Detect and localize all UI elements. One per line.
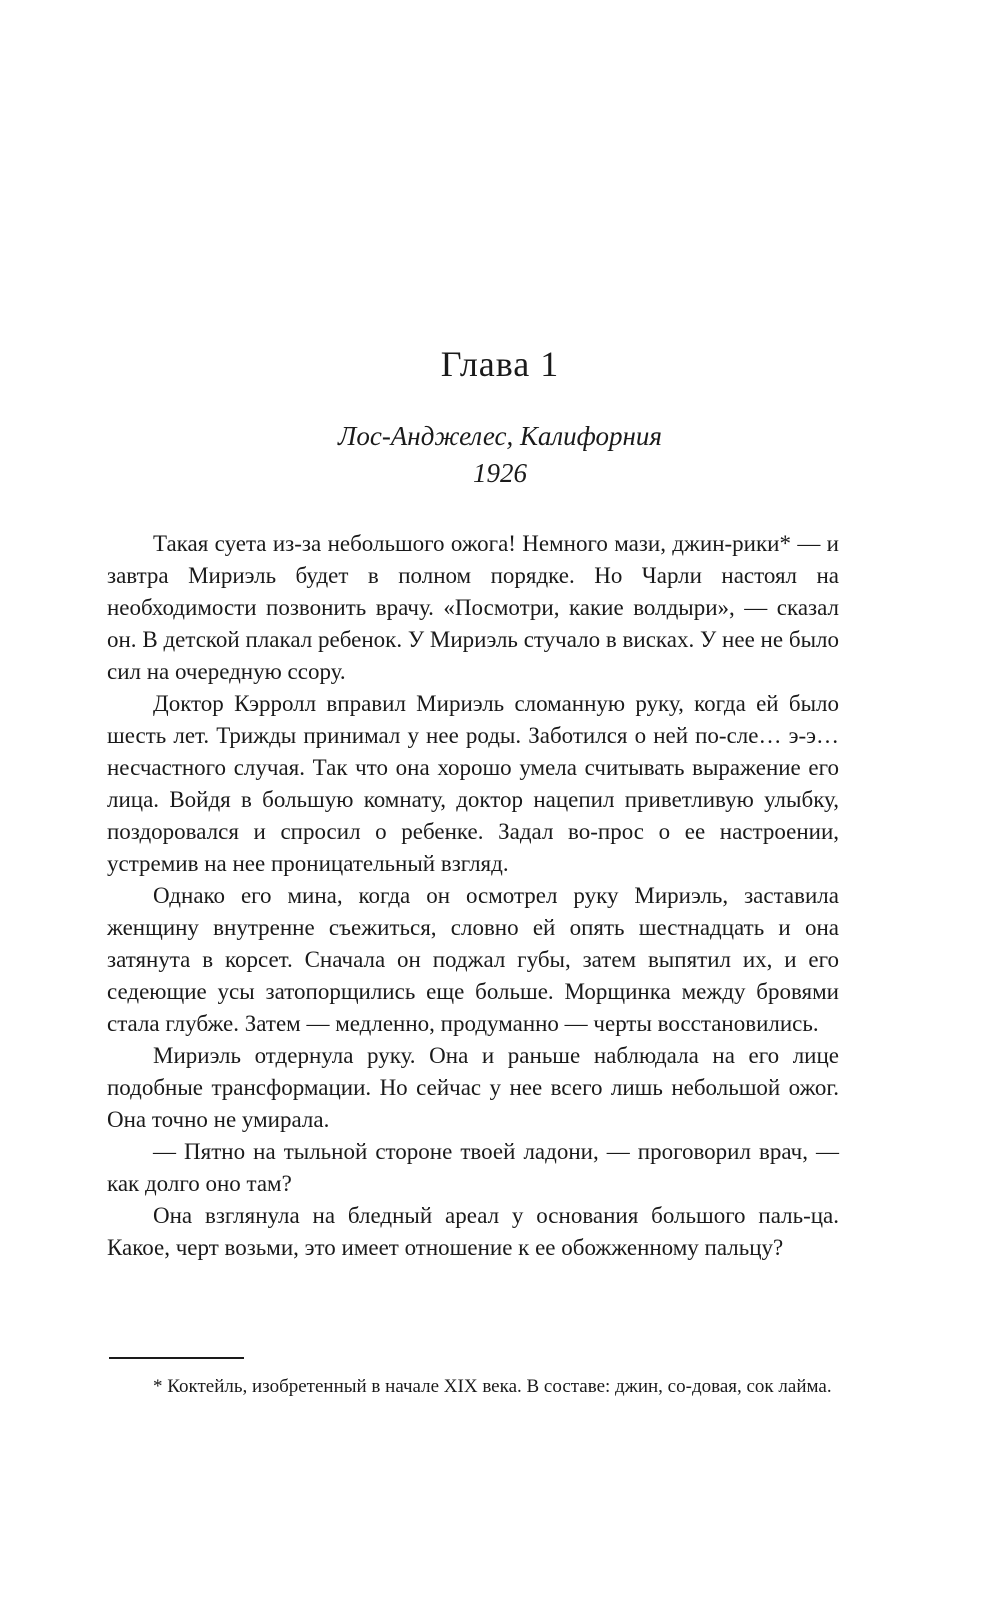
paragraph-2: Доктор Кэрролл вправил Мириэль сломанную руку, когда ей было шесть лет. Трижды принимал у нее роды. Заботился о ней по-сле… э-э… несчастного случая. Так что она хорошо умела считывать выражение его лица. Войдя в большую комнату, доктор нацепил приветливую улыбку, поздоровался и спросил о ребенке. Задал во-прос о ее настроении, устремив на нее проницательный взгляд. xyxy=(107,691,839,876)
chapter-body xyxy=(107,528,839,1264)
paragraph-4: Мириэль отдернула руку. Она и раньше наблюдала на его лице подобные трансформации. Но сейчас у нее всего лишь небольшой ожог. Она точно не умирала. xyxy=(107,1043,839,1132)
chapter-title: Глава 1 xyxy=(440,344,560,384)
paragraph-1: Такая суета из-за небольшого ожога! Немного мази, джин-рики* — и завтра Мириэль будет в полном порядке. Но Чарли настоял на необходимости позвонить врачу. «Посмотри, какие волдыри», — сказал он. В детской плакал ребенок. У Мириэль стучало в висках. У нее не было сил на очередную ссору. xyxy=(107,531,839,684)
chapter-location: Лос-Анджелес, Калифорния xyxy=(338,421,662,451)
chapter-year: 1926 xyxy=(473,458,527,488)
paragraph-5: — Пятно на тыльной стороне твоей ладони, — проговорил врач, — как долго оно там? xyxy=(107,1139,839,1196)
paragraph-6: Она взглянула на бледный ареал у основания большого паль-ца. Какое, черт возьми, это имеет отношение к ее обожженному пальцу? xyxy=(107,1203,839,1260)
footnote: * Коктейль, изобретенный в начале XIX века. В составе: джин, со-довая, сок лайма. xyxy=(153,1376,832,1397)
footnote-divider xyxy=(109,1357,244,1359)
paragraph-3: Однако его мина, когда он осмотрел руку Мириэль, заставила женщину внутренне съежиться, словно ей опять шестнадцать и она затянута в корсет. Сначала он поджал губы, затем выпятил их, и его седеющие усы затопорщились еще больше. Морщинка между бровями стала глубже. Затем — медленно, продуманно — черты восстановились. xyxy=(107,883,839,1036)
